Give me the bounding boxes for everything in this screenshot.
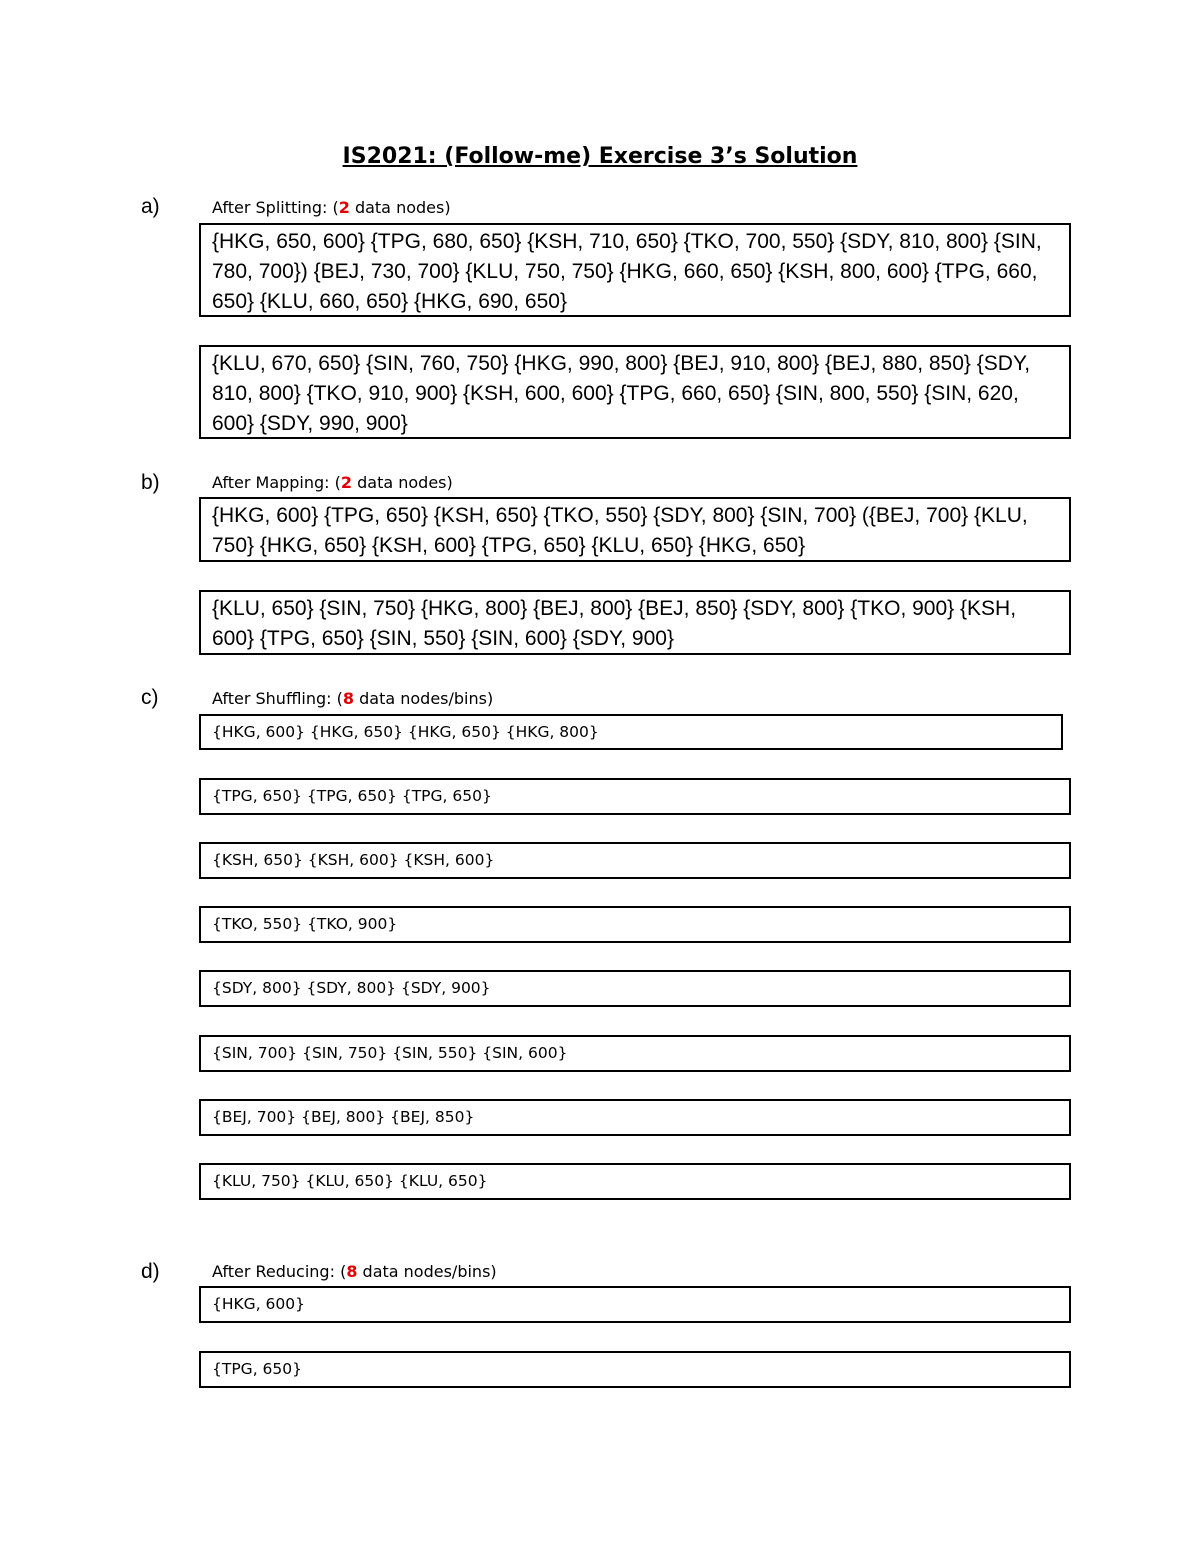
reduce-bin-tpg: {TPG, 650} — [199, 1351, 1071, 1388]
shuffle-bin-ksh: {KSH, 650} {KSH, 600} {KSH, 600} — [199, 842, 1071, 879]
shuffle-bin-tpg: {TPG, 650} {TPG, 650} {TPG, 650} — [199, 778, 1071, 815]
section-c-heading — [212, 689, 493, 708]
map-node-1-box: {HKG, 600} {TPG, 650} {KSH, 650} {TKO, 550} {SDY, 800} {SIN, 700} ({BEJ, 700} {KLU, 750} {HKG, 650} {KSH, 600} {TPG, 650} {KLU, 650} {HKG, 650} — [199, 497, 1071, 562]
section-c-marker: c) — [141, 686, 159, 709]
heading-text: data nodes/bins) — [354, 689, 494, 708]
heading-text: data nodes) — [352, 473, 453, 492]
heading-text: After Shuffling: ( — [212, 689, 343, 708]
node-count: 2 — [340, 473, 353, 492]
shuffle-bin-tko: {TKO, 550} {TKO, 900} — [199, 906, 1071, 943]
heading-text: After Reducing: ( — [212, 1262, 347, 1281]
heading-text: data nodes/bins) — [357, 1262, 497, 1281]
reduce-bin-hkg: {HKG, 600} — [199, 1286, 1071, 1323]
section-d-heading — [212, 1262, 497, 1281]
node-count: 8 — [346, 1262, 358, 1281]
heading-text: After Mapping: ( — [212, 473, 341, 492]
section-a-heading — [212, 198, 451, 217]
section-d-marker: d) — [141, 1260, 160, 1283]
section-b-marker: b) — [141, 471, 160, 494]
section-a-marker: a) — [141, 195, 160, 218]
shuffle-bin-bej: {BEJ, 700} {BEJ, 800} {BEJ, 850} — [199, 1099, 1071, 1136]
shuffle-bin-sdy: {SDY, 800} {SDY, 800} {SDY, 900} — [199, 970, 1071, 1007]
shuffle-bin-klu: {KLU, 750} {KLU, 650} {KLU, 650} — [199, 1163, 1071, 1200]
document-title: IS2021: (Follow-me) Exercise 3’s Solution — [342, 144, 858, 169]
heading-text: After Splitting: ( — [212, 198, 339, 217]
node-count: 8 — [342, 689, 355, 708]
shuffle-bin-hkg: {HKG, 600} {HKG, 650} {HKG, 650} {HKG, 800} — [199, 714, 1063, 750]
map-node-2-box: {KLU, 650} {SIN, 750} {HKG, 800} {BEJ, 800} {BEJ, 850} {SDY, 800} {TKO, 900} {KSH, 600} {TPG, 650} {SIN, 550} {SIN, 600} {SDY, 900} — [199, 590, 1071, 655]
section-b-heading — [212, 473, 453, 492]
shuffle-bin-sin: {SIN, 700} {SIN, 750} {SIN, 550} {SIN, 600} — [199, 1035, 1071, 1072]
node-count: 2 — [338, 198, 350, 217]
split-node-2-box: {KLU, 670, 650} {SIN, 760, 750} {HKG, 990, 800} {BEJ, 910, 800} {BEJ, 880, 850} {SDY, 810, 800} {TKO, 910, 900} {KSH, 600, 600} {TPG, 660, 650} {SIN, 800, 550} {SIN, 620, 600} {SDY, 990, 900} — [199, 345, 1071, 439]
split-node-1-box: {HKG, 650, 600} {TPG, 680, 650} {KSH, 710, 650} {TKO, 700, 550} {SDY, 810, 800} {SIN, 780, 700}) {BEJ, 730, 700} {KLU, 750, 750} {HKG, 660, 650} {KSH, 800, 600} {TPG, 660, 650} {KLU, 660, 650} {HKG, 690, 650} — [199, 223, 1071, 317]
heading-text: data nodes) — [349, 198, 451, 217]
